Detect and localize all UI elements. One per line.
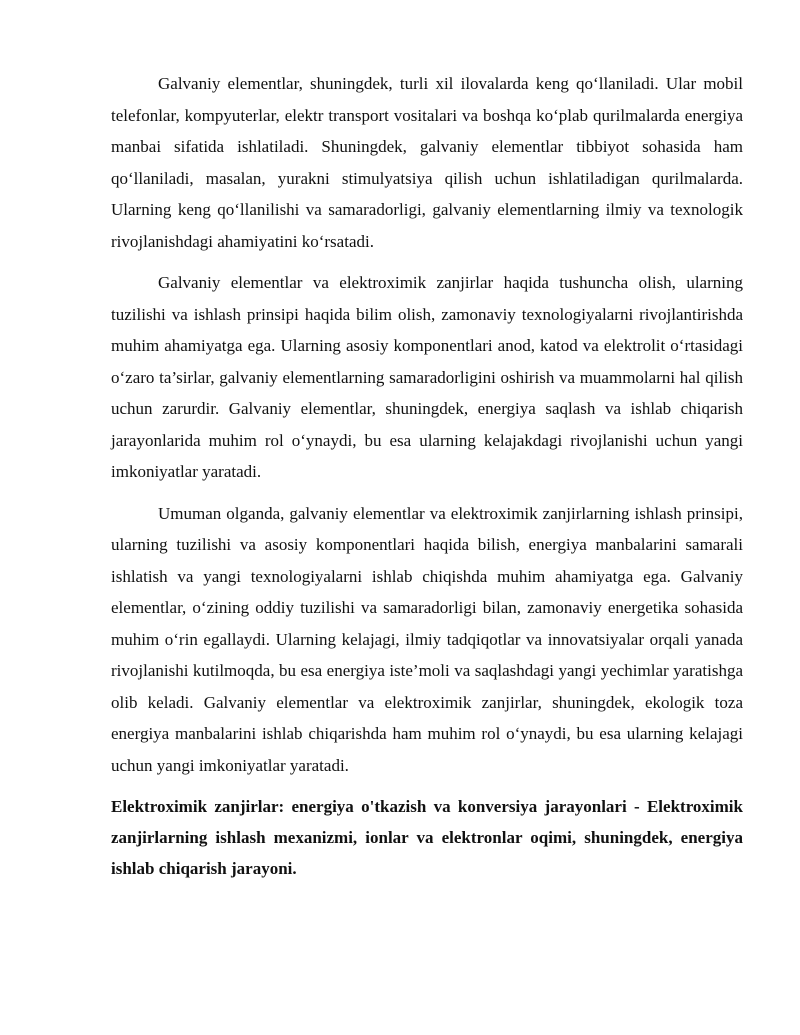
section-heading: Elektroximik zanjirlar: energiya o'tkazish va konversiya jarayonlari - Elektroximik zanjirlarning ishlash mexanizmi, ionlar va elektronlar oqimi, shuningdek, energiya ishlab chiqarish jarayoni. xyxy=(111,797,743,878)
paragraph-understanding: Galvaniy elementlar va elektroximik zanjirlar haqida tushuncha olish, ularning tuzilishi va ishlash prinsipi haqida bilim olish, zamonaviy texnologiyalarni rivojlantirishda muhim ahamiyatga ega. Ularning asosiy komponentlari anod, katod va elektrolit o‘rtasidagi o‘zaro ta’sirlar, galvaniy elementlarning samaradorligini oshirish va muammolarni hal qilish uchun zarurdir. Galvaniy elementlar, shuningdek, energiya saqlash va ishlab chiqarish jarayonlarida muhim rol o‘ynaydi, bu esa ularning kelajakdagi rivojlanishi uchun yangi imkoniyatlar yaratadi. xyxy=(111,273,743,481)
document-page xyxy=(111,68,743,884)
paragraph-conclusion: Umuman olganda, galvaniy elementlar va elektroximik zanjirlarning ishlash prinsipi, ularning tuzilishi va asosiy komponentlari haqida bilish, energiya manbalarini samarali ishlatish va yangi texnologiyalarni ishlab chiqishda muhim ahamiyatga ega. Galvaniy elementlar, o‘zining oddiy tuzilishi va samaradorligi bilan, zamonaviy energetika sohasida muhim o‘rin egallaydi. Ularning kelajagi, ilmiy tadqiqotlar va innovatsiyalar orqali yanada rivojlanishi kutilmoqda, bu esa energiya iste’moli va saqlashdagi yangi yechimlar yaratishga olib keladi. Galvaniy elementlar va elektroximik zanjirlar, shuningdek, ekologik toza energiya manbalarini ishlab chiqarishda ham muhim rol o‘ynaydi, bu esa ularning kelajagi uchun yangi imkoniyatlar yaratadi. xyxy=(111,503,743,775)
paragraph-applications: Galvaniy elementlar, shuningdek, turli xil ilovalarda keng qo‘llaniladi. Ular mobil telefonlar, kompyuterlar, elektr transport vositalari va boshqa ko‘plab qurilmalarda energiya manbai sifatida ishlatiladi. Shuningdek, galvaniy elementlar tibbiyot sohasida ham qo‘llaniladi, masalan, yurakni stimulyatsiya qilish uchun ishlatiladigan qurilmalarda. Ularning keng qo‘llanilishi va samaradorligi, galvaniy elementlarning ilmiy va texnologik rivojlanishdagi ahamiyatini ko‘rsatadi. xyxy=(111,74,743,251)
